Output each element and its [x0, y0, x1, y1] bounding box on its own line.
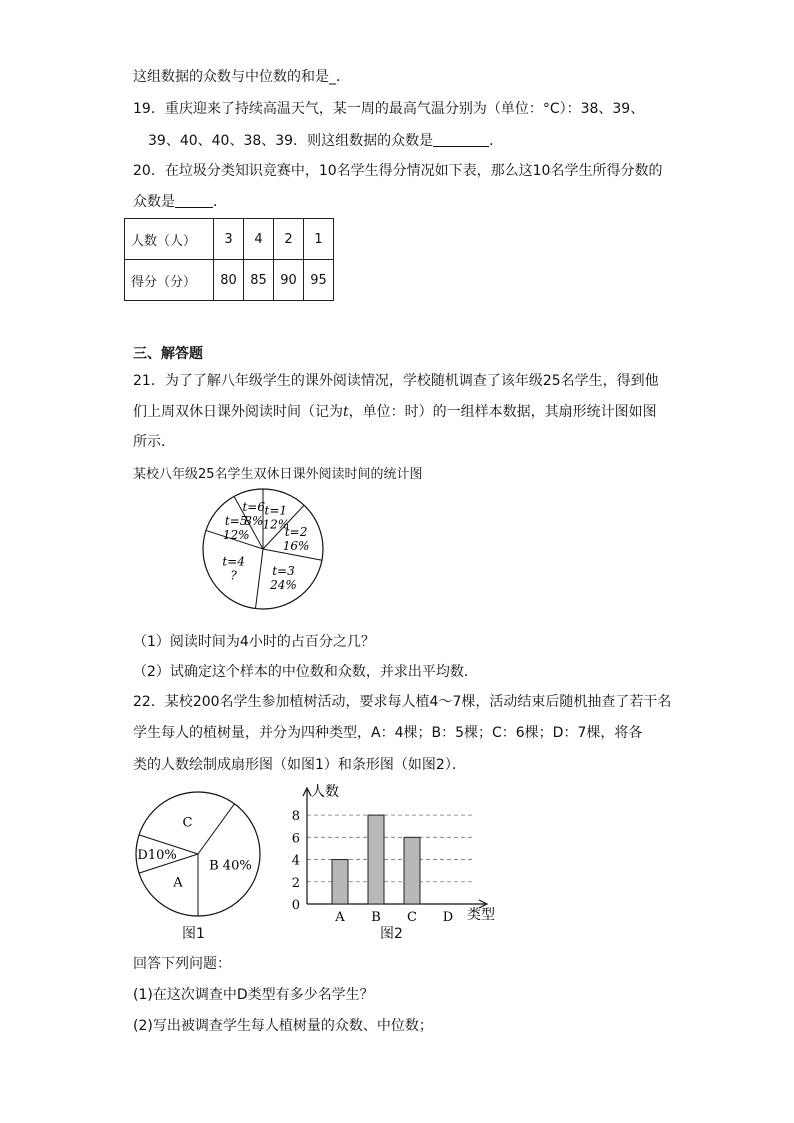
pie-slice-value: ?: [230, 568, 237, 583]
pie-slice-label: t=6: [242, 499, 266, 514]
q22-line1: 22．某校200名学生参加植树活动，要求每人植4～7棵，活动结束后随机抽查了若干名: [133, 694, 672, 710]
q20-line2-text: 众数是: [133, 194, 175, 210]
pie-slice-value: 24%: [270, 578, 297, 593]
pie-slice-label: t=2: [284, 525, 308, 540]
pie-slice-label: B 40%: [209, 858, 252, 874]
pie-slice-label: C: [182, 815, 193, 831]
table-cell: 90: [274, 260, 304, 301]
table-cell: 3: [214, 219, 244, 260]
q21-line3: 所示．: [133, 434, 175, 450]
q21-line2-text: 们上周双休日课外阅读时间（记为: [133, 404, 343, 420]
x-axis-label: 类型: [467, 907, 495, 923]
table-cell: 80: [214, 260, 244, 301]
q19-line2-text: 39、40、40、38、39．则这组数据的众数是: [148, 133, 434, 149]
pie-slice-value: 12%: [222, 527, 250, 542]
y-axis-label: 人数: [311, 784, 339, 800]
y-tick-label: 4: [291, 853, 300, 869]
table-header-score: 得分（分）: [125, 260, 214, 301]
bar: [404, 837, 420, 904]
pie-slice-label: t=5: [224, 513, 248, 528]
bar: [332, 860, 348, 904]
q21-line2-rest: ，单位：时）的一组样本数据，其扇形统计图如图: [348, 404, 657, 420]
q21-sub2: （2）试确定这个样本的中位数和众数，并求出平均数．: [133, 664, 478, 680]
y-tick-label: 8: [291, 809, 300, 825]
table-cell: 1: [304, 219, 334, 260]
pie-slice-label: A: [173, 875, 183, 891]
table-row: [125, 260, 334, 301]
table-cell: 4: [244, 219, 274, 260]
fig1-caption: 图1: [182, 926, 205, 942]
pie-slice-value: 8%: [244, 513, 264, 528]
q22-line2: 学生每人的植树量，并分为四种类型，A：4棵；B：5棵；C：6棵；D：7棵，将各: [133, 725, 643, 741]
bar: [368, 815, 384, 904]
table-header-count: 人数（人）: [125, 219, 214, 260]
q20-answer-blank[interactable]: [175, 207, 213, 208]
q19-answer-blank[interactable]: [433, 146, 489, 147]
y-tick-label: 0: [291, 898, 300, 913]
y-tick-label: 6: [291, 831, 300, 847]
fig2-caption: 图2: [380, 926, 403, 942]
x-tick-label: C: [407, 910, 417, 925]
table-cell: 2: [274, 219, 304, 260]
q20-line2-end: ．: [213, 194, 227, 210]
pie-chart-title: 某校八年级25名学生双休日课外阅读时间的统计图: [133, 467, 423, 482]
q22-answer-lead: 回答下列问题：: [133, 956, 231, 972]
tree-count-bar-chart: [285, 780, 500, 930]
pie-slice-label: D10%: [137, 848, 177, 863]
q20-line2: [133, 192, 227, 212]
y-tick-label: 2: [291, 875, 300, 891]
pie-slice-value: 12%: [262, 517, 290, 532]
q22-line3: 类的人数绘制成扇形图（如图1）和条形图（如图2）．: [133, 757, 466, 773]
x-tick-label: B: [371, 910, 381, 925]
x-tick-label: A: [335, 910, 345, 925]
pie-slice-label: t=3: [272, 564, 295, 579]
pie-slice-label: t=1: [264, 503, 288, 518]
q19-line2-end: ．: [489, 133, 504, 149]
q21-line2: [133, 402, 657, 422]
pie-slice-label: t=4: [222, 554, 245, 569]
q22-sub1: (1)在这次调查中D类型有多少名学生？: [133, 987, 374, 1003]
q21-var-t: t: [343, 404, 349, 420]
q20-line1: 20．在垃圾分类知识竞赛中，10名学生得分情况如下表，那么这10名学生所得分数的: [133, 163, 663, 179]
q22-sub2: (2)写出被调查学生每人植树量的众数、中位数；: [133, 1018, 433, 1034]
x-tick-label: D: [442, 910, 454, 925]
q21-sub1: （1）阅读时间为4小时的占百分之几？: [133, 634, 375, 650]
section-title: 三、解答题: [133, 346, 203, 362]
table-cell: 95: [304, 260, 334, 301]
q18-tail: 这组数据的众数与中位数的和是_．: [133, 69, 350, 85]
score-table: [124, 218, 334, 301]
q19-line2: [148, 131, 503, 151]
tree-type-pie-chart: [130, 786, 270, 922]
table-row: [125, 219, 334, 260]
table-cell: 85: [244, 260, 274, 301]
q21-line1: 21．为了了解八年级学生的课外阅读情况，学校随机调查了该年级25名学生，得到他: [133, 373, 659, 389]
pie-slice-value: 16%: [282, 539, 310, 554]
reading-time-pie-chart: [195, 485, 335, 615]
q19-line1: 19．重庆迎来了持续高温天气，某一周的最高气温分别为（单位：°C）：38、39、: [133, 101, 645, 117]
